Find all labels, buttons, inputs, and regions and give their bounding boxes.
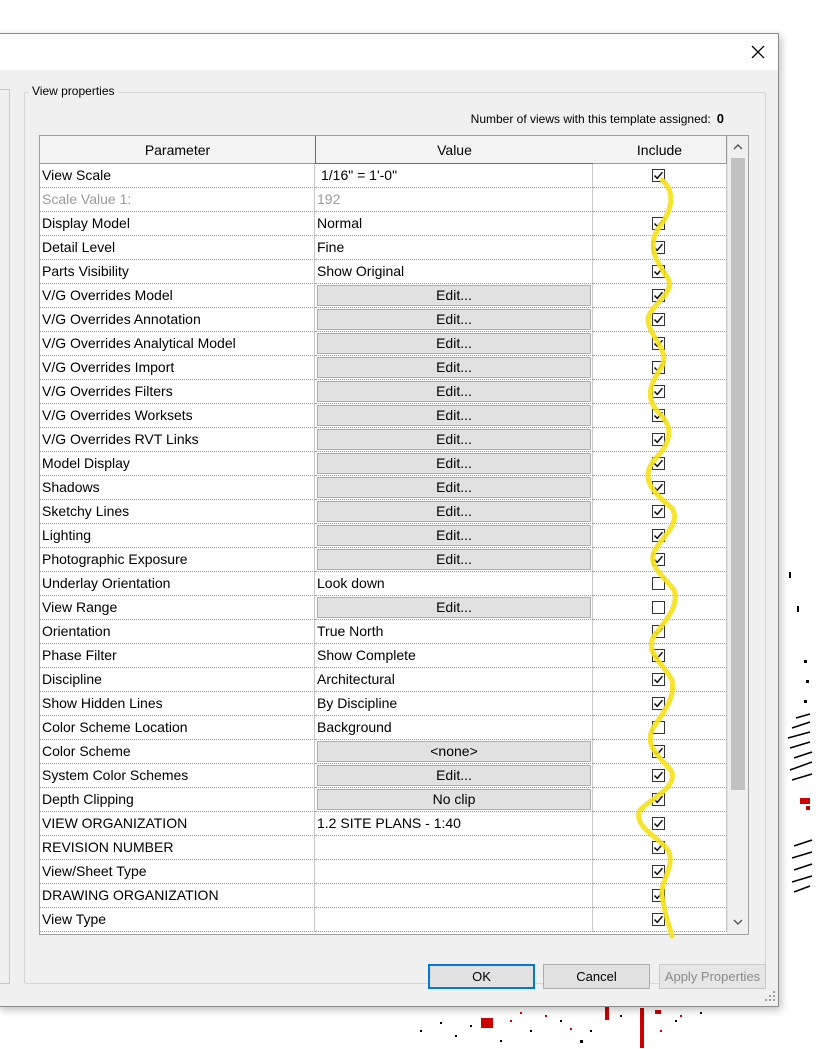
close-icon xyxy=(751,45,765,59)
include-checkbox[interactable] xyxy=(652,721,665,734)
value-edit-button[interactable]: Edit... xyxy=(317,453,591,474)
include-cell xyxy=(593,620,727,644)
include-cell xyxy=(593,596,727,620)
value-edit-button[interactable]: Edit... xyxy=(317,309,591,330)
param-cell: V/G Overrides Filters xyxy=(40,380,315,404)
param-cell: V/G Overrides Analytical Model xyxy=(40,332,315,356)
close-button[interactable] xyxy=(746,40,770,64)
include-checkbox[interactable] xyxy=(652,673,665,686)
table-row[interactable] xyxy=(40,596,727,620)
include-cell xyxy=(593,836,727,860)
value-edit-button[interactable]: Edit... xyxy=(317,525,591,546)
table-row[interactable] xyxy=(40,572,727,596)
param-cell: V/G Overrides Annotation xyxy=(40,308,315,332)
include-checkbox[interactable] xyxy=(652,577,665,590)
table-row[interactable] xyxy=(40,860,727,884)
param-cell: Color Scheme xyxy=(40,740,315,764)
param-cell: Shadows xyxy=(40,476,315,500)
value-edit-button[interactable]: Edit... xyxy=(317,333,591,354)
checkmark-icon xyxy=(653,290,664,301)
table-row[interactable] xyxy=(40,764,727,788)
checkmark-icon xyxy=(653,410,664,421)
include-cell xyxy=(593,548,727,572)
checkmark-icon xyxy=(653,890,664,901)
param-cell: V/G Overrides Worksets xyxy=(40,404,315,428)
param-cell: View Type xyxy=(40,908,315,932)
include-checkbox[interactable] xyxy=(652,457,665,470)
table-row[interactable] xyxy=(40,812,727,836)
value-cell[interactable] xyxy=(315,908,593,932)
chevron-down-icon xyxy=(733,919,743,926)
include-checkbox[interactable] xyxy=(652,889,665,902)
param-cell: Orientation xyxy=(40,620,315,644)
value-cell[interactable]: True North xyxy=(315,620,593,644)
value-cell xyxy=(315,500,593,524)
table-row[interactable] xyxy=(40,908,727,932)
value-cell[interactable]: Architectural xyxy=(315,668,593,692)
include-checkbox[interactable] xyxy=(652,817,665,830)
table-row[interactable] xyxy=(40,308,727,332)
include-checkbox[interactable] xyxy=(652,601,665,614)
include-cell xyxy=(593,476,727,500)
include-checkbox[interactable] xyxy=(652,169,665,182)
header-include[interactable]: Include xyxy=(593,136,727,164)
checkmark-icon xyxy=(653,434,664,445)
checkmark-icon xyxy=(653,746,664,757)
checkmark-icon xyxy=(653,650,664,661)
include-checkbox[interactable] xyxy=(652,769,665,782)
param-cell: Lighting xyxy=(40,524,315,548)
value-edit-button[interactable]: Edit... xyxy=(317,285,591,306)
include-checkbox[interactable] xyxy=(652,865,665,878)
include-cell xyxy=(593,356,727,380)
include-cell xyxy=(593,164,727,188)
include-checkbox[interactable] xyxy=(652,313,665,326)
scroll-down-button[interactable] xyxy=(728,912,748,932)
param-cell: Show Hidden Lines xyxy=(40,692,315,716)
include-cell xyxy=(593,908,727,932)
value-cell[interactable] xyxy=(315,860,593,884)
include-checkbox[interactable] xyxy=(652,529,665,542)
table-row[interactable] xyxy=(40,404,727,428)
table-row[interactable] xyxy=(40,668,727,692)
include-cell xyxy=(593,764,727,788)
include-checkbox[interactable] xyxy=(652,793,665,806)
chevron-up-icon xyxy=(733,143,743,150)
header-parameter[interactable]: Parameter xyxy=(40,136,316,164)
param-cell: VIEW ORGANIZATION xyxy=(40,812,315,836)
include-cell xyxy=(593,740,727,764)
value-cell[interactable]: 1/16" = 1'-0" xyxy=(315,164,593,188)
table-row[interactable] xyxy=(40,236,727,260)
views-count xyxy=(471,111,724,126)
param-cell: REVISION NUMBER xyxy=(40,836,315,860)
param-cell: System Color Schemes xyxy=(40,764,315,788)
param-cell: Scale Value 1: xyxy=(40,188,315,212)
table-row[interactable] xyxy=(40,356,727,380)
table-row[interactable] xyxy=(40,644,727,668)
scroll-up-button[interactable] xyxy=(728,136,748,156)
cancel-button[interactable]: Cancel xyxy=(543,964,650,989)
param-cell: Model Display xyxy=(40,452,315,476)
checkmark-icon xyxy=(653,338,664,349)
value-cell xyxy=(315,452,593,476)
value-edit-button[interactable]: Edit... xyxy=(317,765,591,786)
table-row[interactable] xyxy=(40,260,727,284)
table-row[interactable] xyxy=(40,212,727,236)
value-cell[interactable]: Fine xyxy=(315,236,593,260)
include-cell xyxy=(593,884,727,908)
checkmark-icon xyxy=(653,242,664,253)
value-cell xyxy=(315,596,593,620)
checkmark-icon xyxy=(653,362,664,373)
table-row[interactable] xyxy=(40,332,727,356)
include-checkbox[interactable] xyxy=(652,265,665,278)
value-cell xyxy=(315,788,593,812)
include-cell xyxy=(593,332,727,356)
include-cell xyxy=(593,860,727,884)
value-cell[interactable]: Normal xyxy=(315,212,593,236)
view-properties-title: View properties xyxy=(29,84,118,98)
include-cell xyxy=(593,380,727,404)
include-checkbox[interactable] xyxy=(652,913,665,926)
table-row[interactable] xyxy=(40,380,727,404)
value-cell xyxy=(315,548,593,572)
views-count-value: 0 xyxy=(716,111,724,126)
table-row[interactable] xyxy=(40,740,727,764)
value-cell[interactable] xyxy=(315,836,593,860)
param-cell: Photographic Exposure xyxy=(40,548,315,572)
checkmark-icon xyxy=(653,506,664,517)
include-cell xyxy=(593,404,727,428)
value-cell xyxy=(315,284,593,308)
checkmark-icon xyxy=(653,530,664,541)
table-row[interactable] xyxy=(40,524,727,548)
checkmark-icon xyxy=(653,794,664,805)
value-edit-button[interactable]: Edit... xyxy=(317,381,591,402)
value-cell[interactable]: Show Original xyxy=(315,260,593,284)
checkmark-icon xyxy=(653,170,664,181)
table-row[interactable] xyxy=(40,836,727,860)
checkmark-icon xyxy=(653,698,664,709)
include-cell xyxy=(593,500,727,524)
value-cell xyxy=(315,524,593,548)
table-row[interactable] xyxy=(40,716,727,740)
param-cell: Color Scheme Location xyxy=(40,716,315,740)
include-checkbox[interactable] xyxy=(652,361,665,374)
value-edit-button[interactable]: Edit... xyxy=(317,549,591,570)
templates-list-pane[interactable] xyxy=(0,89,10,984)
value-cell[interactable]: Background xyxy=(315,716,593,740)
include-cell xyxy=(593,428,727,452)
checkmark-icon xyxy=(653,818,664,829)
value-cell xyxy=(315,356,593,380)
include-cell xyxy=(593,716,727,740)
table-row[interactable] xyxy=(40,788,727,812)
apply-properties-button[interactable]: Apply Properties xyxy=(659,964,766,989)
value-edit-button[interactable]: <none> xyxy=(317,741,591,762)
views-count-label: Number of views with this template assigned: xyxy=(470,112,711,126)
include-checkbox[interactable] xyxy=(652,505,665,518)
include-cell xyxy=(593,572,727,596)
include-cell xyxy=(593,260,727,284)
value-cell[interactable] xyxy=(315,884,593,908)
checkmark-icon xyxy=(653,386,664,397)
include-checkbox[interactable] xyxy=(652,217,665,230)
include-cell xyxy=(593,644,727,668)
value-cell xyxy=(315,476,593,500)
param-cell: Depth Clipping xyxy=(40,788,315,812)
checkmark-icon xyxy=(653,770,664,781)
table-body xyxy=(40,164,727,932)
include-checkbox[interactable] xyxy=(652,553,665,566)
checkmark-icon xyxy=(653,866,664,877)
value-cell[interactable]: Show Complete xyxy=(315,644,593,668)
include-checkbox[interactable] xyxy=(652,433,665,446)
include-cell xyxy=(593,212,727,236)
value-cell xyxy=(315,740,593,764)
param-cell: View Scale xyxy=(40,164,315,188)
resize-grip-icon[interactable] xyxy=(764,990,776,1002)
checkmark-icon xyxy=(653,626,664,637)
ok-button[interactable]: OK xyxy=(428,964,535,989)
include-checkbox[interactable] xyxy=(652,745,665,758)
param-cell: View Range xyxy=(40,596,315,620)
param-cell: Detail Level xyxy=(40,236,315,260)
value-cell xyxy=(315,428,593,452)
checkmark-icon xyxy=(653,554,664,565)
checkmark-icon xyxy=(653,842,664,853)
value-edit-button[interactable]: Edit... xyxy=(317,405,591,426)
vertical-scrollbar[interactable] xyxy=(727,136,748,934)
value-cell: 192 xyxy=(315,188,593,212)
value-cell xyxy=(315,308,593,332)
param-cell: V/G Overrides RVT Links xyxy=(40,428,315,452)
param-cell: View/Sheet Type xyxy=(40,860,315,884)
checkmark-icon xyxy=(653,674,664,685)
include-cell xyxy=(593,308,727,332)
include-cell xyxy=(593,524,727,548)
table-row[interactable] xyxy=(40,428,727,452)
value-cell xyxy=(315,332,593,356)
param-cell: DRAWING ORGANIZATION xyxy=(40,884,315,908)
value-cell[interactable]: By Discipline xyxy=(315,692,593,716)
param-cell: Parts Visibility xyxy=(40,260,315,284)
include-checkbox[interactable] xyxy=(652,841,665,854)
include-checkbox[interactable] xyxy=(652,241,665,254)
value-edit-button[interactable]: Edit... xyxy=(317,501,591,522)
include-checkbox[interactable] xyxy=(652,289,665,302)
table-row[interactable] xyxy=(40,284,727,308)
value-edit-button[interactable]: No clip xyxy=(317,789,591,810)
properties-table xyxy=(39,135,749,935)
param-cell: Display Model xyxy=(40,212,315,236)
include-cell xyxy=(593,284,727,308)
value-cell xyxy=(315,380,593,404)
value-edit-button[interactable]: Edit... xyxy=(317,597,591,618)
param-cell: Phase Filter xyxy=(40,644,315,668)
include-checkbox[interactable] xyxy=(652,481,665,494)
header-value[interactable]: Value xyxy=(315,136,594,164)
include-checkbox[interactable] xyxy=(652,409,665,422)
table-row[interactable] xyxy=(40,500,727,524)
include-cell xyxy=(593,188,727,212)
param-cell: Underlay Orientation xyxy=(40,572,315,596)
scroll-thumb[interactable] xyxy=(731,158,745,790)
include-checkbox[interactable] xyxy=(652,697,665,710)
table-row[interactable] xyxy=(40,476,727,500)
value-cell xyxy=(315,404,593,428)
param-cell: V/G Overrides Model xyxy=(40,284,315,308)
value-cell xyxy=(315,764,593,788)
include-cell xyxy=(593,788,727,812)
checkmark-icon xyxy=(653,458,664,469)
value-edit-button[interactable]: Edit... xyxy=(317,429,591,450)
include-checkbox[interactable] xyxy=(652,625,665,638)
include-cell xyxy=(593,812,727,836)
table-row[interactable] xyxy=(40,452,727,476)
table-row[interactable] xyxy=(40,884,727,908)
checkmark-icon xyxy=(653,266,664,277)
value-cell[interactable]: 1.2 SITE PLANS - 1:40 xyxy=(315,812,593,836)
checkmark-icon xyxy=(653,218,664,229)
include-checkbox[interactable] xyxy=(652,649,665,662)
table-row[interactable] xyxy=(40,548,727,572)
include-cell xyxy=(593,692,727,716)
include-cell xyxy=(593,668,727,692)
param-cell: V/G Overrides Import xyxy=(40,356,315,380)
param-cell: Discipline xyxy=(40,668,315,692)
value-cell[interactable]: Look down xyxy=(315,572,593,596)
checkmark-icon xyxy=(653,914,664,925)
table-row[interactable] xyxy=(40,188,727,212)
value-edit-button[interactable]: Edit... xyxy=(317,357,591,378)
include-cell xyxy=(593,452,727,476)
include-checkbox[interactable] xyxy=(652,337,665,350)
table-row[interactable] xyxy=(40,164,727,188)
checkmark-icon xyxy=(653,314,664,325)
table-row[interactable] xyxy=(40,620,727,644)
include-checkbox[interactable] xyxy=(652,385,665,398)
checkmark-icon xyxy=(653,482,664,493)
param-cell: Sketchy Lines xyxy=(40,500,315,524)
table-row[interactable] xyxy=(40,692,727,716)
value-edit-button[interactable]: Edit... xyxy=(317,477,591,498)
include-cell xyxy=(593,236,727,260)
